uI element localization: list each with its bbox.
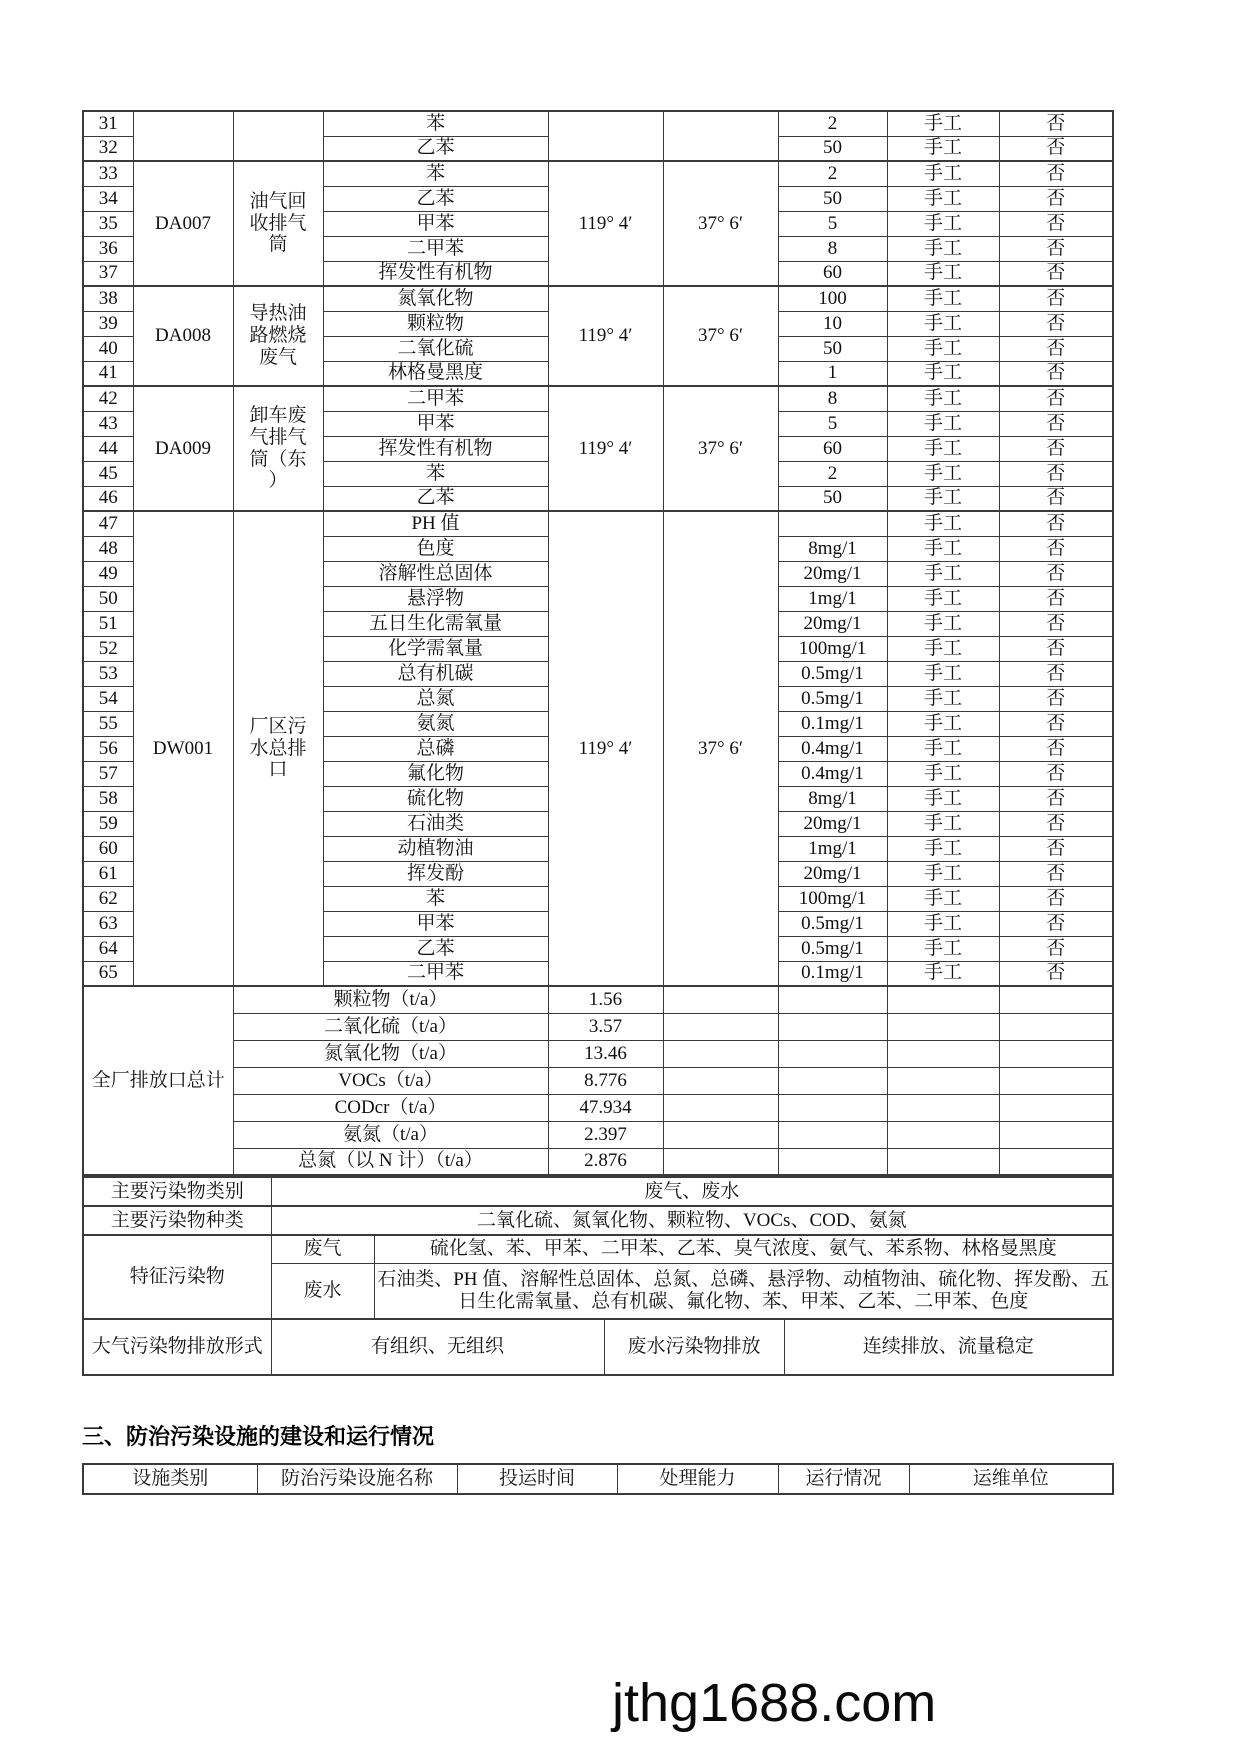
latitude-cell: 37° 6′ (663, 286, 778, 386)
limit-cell: 0.1mg/1 (778, 961, 887, 986)
pollutant-cell: 溶解性总固体 (323, 561, 548, 586)
auto-monitor-cell: 否 (999, 211, 1113, 236)
outlet-code-cell: DW001 (133, 511, 233, 986)
section3-title: 三、防治污染设施的建设和运行情况 (82, 1424, 435, 1449)
auto-monitor-cell: 否 (999, 661, 1113, 686)
facility-header-cell: 处理能力 (617, 1464, 778, 1494)
limit-cell: 10 (778, 311, 887, 336)
totals-item-cell: CODcr（t/a） (233, 1094, 548, 1121)
empty-cell (999, 1040, 1113, 1067)
empty-cell (663, 1148, 778, 1175)
limit-cell: 5 (778, 411, 887, 436)
empty-cell (999, 986, 1113, 1013)
method-cell: 手工 (887, 711, 999, 736)
auto-monitor-cell: 否 (999, 686, 1113, 711)
limit-cell: 60 (778, 436, 887, 461)
longitude-cell: 119° 4′ (548, 511, 663, 986)
method-cell: 手工 (887, 361, 999, 386)
table-row (83, 161, 1113, 186)
auto-monitor-cell: 否 (999, 236, 1113, 261)
method-cell: 手工 (887, 136, 999, 161)
longitude-cell (548, 111, 663, 161)
table-row (83, 1013, 1113, 1040)
auto-monitor-cell: 否 (999, 361, 1113, 386)
pollutant-cell: 总磷 (323, 736, 548, 761)
method-cell: 手工 (887, 386, 999, 411)
method-cell: 手工 (887, 586, 999, 611)
pollutant-cell: 乙苯 (323, 136, 548, 161)
totals-item-cell: 总氮（以 N 计）（t/a） (233, 1148, 548, 1175)
pollutant-cell: 二甲苯 (323, 961, 548, 986)
row-number-cell: 61 (83, 861, 133, 886)
row-number-cell: 54 (83, 686, 133, 711)
row-number-cell: 46 (83, 486, 133, 511)
pollutant-cell: 甲苯 (323, 411, 548, 436)
empty-cell (778, 1148, 887, 1175)
limit-cell: 0.4mg/1 (778, 761, 887, 786)
empty-cell (999, 1148, 1113, 1175)
empty-cell (778, 1040, 887, 1067)
row-number-cell: 58 (83, 786, 133, 811)
treatment-facility-table (82, 1463, 1114, 1495)
pollutant-cell: 石油类 (323, 811, 548, 836)
limit-cell: 8mg/1 (778, 786, 887, 811)
totals-value-cell: 47.934 (548, 1094, 663, 1121)
method-cell: 手工 (887, 636, 999, 661)
method-cell: 手工 (887, 686, 999, 711)
auto-monitor-cell: 否 (999, 886, 1113, 911)
air-emission-form-label: 大气污染物排放形式 (83, 1319, 271, 1375)
limit-cell: 0.5mg/1 (778, 911, 887, 936)
pollutant-cell: 挥发性有机物 (323, 261, 548, 286)
pollutant-cell: 色度 (323, 536, 548, 561)
row-number-cell: 35 (83, 211, 133, 236)
auto-monitor-cell: 否 (999, 611, 1113, 636)
empty-cell (999, 1121, 1113, 1148)
waste-gas-label: 废气 (271, 1235, 374, 1263)
method-cell: 手工 (887, 936, 999, 961)
row-number-cell: 47 (83, 511, 133, 536)
auto-monitor-cell: 否 (999, 636, 1113, 661)
row-number-cell: 50 (83, 586, 133, 611)
table-row (83, 386, 1113, 411)
limit-cell: 50 (778, 136, 887, 161)
method-cell: 手工 (887, 761, 999, 786)
row-number-cell: 51 (83, 611, 133, 636)
main-pollutant-category-value: 废气、废水 (271, 1177, 1113, 1206)
row-number-cell: 39 (83, 311, 133, 336)
auto-monitor-cell: 否 (999, 811, 1113, 836)
method-cell: 手工 (887, 836, 999, 861)
water-emission-form-value: 连续排放、流量稳定 (784, 1319, 1113, 1375)
auto-monitor-cell: 否 (999, 861, 1113, 886)
empty-cell (663, 1040, 778, 1067)
facility-header-cell: 防治污染设施名称 (257, 1464, 457, 1494)
auto-monitor-cell: 否 (999, 161, 1113, 186)
outlet-name-cell: 导热油路燃烧废气 (233, 286, 323, 386)
table-row (83, 1177, 1113, 1206)
outlet-name-cell: 卸车废气排气筒（东 ） (233, 386, 323, 511)
main-pollutant-types-value: 二氧化硫、氮氧化物、颗粒物、VOCs、COD、氨氮 (271, 1206, 1113, 1235)
table-row (83, 1040, 1113, 1067)
auto-monitor-cell: 否 (999, 461, 1113, 486)
pollutant-cell: 苯 (323, 886, 548, 911)
empty-cell (999, 1067, 1113, 1094)
table-row (83, 1206, 1113, 1235)
row-number-cell: 32 (83, 136, 133, 161)
method-cell: 手工 (887, 261, 999, 286)
limit-cell: 0.5mg/1 (778, 936, 887, 961)
table-row (83, 1148, 1113, 1175)
empty-cell (778, 1121, 887, 1148)
auto-monitor-cell: 否 (999, 486, 1113, 511)
outlet-code-cell: DA007 (133, 161, 233, 286)
totals-item-cell: VOCs（t/a） (233, 1067, 548, 1094)
empty-cell (887, 1094, 999, 1121)
empty-cell (778, 1094, 887, 1121)
method-cell: 手工 (887, 161, 999, 186)
pollutant-cell: PH 值 (323, 511, 548, 536)
row-number-cell: 42 (83, 386, 133, 411)
empty-cell (663, 986, 778, 1013)
row-number-cell: 44 (83, 436, 133, 461)
row-number-cell: 52 (83, 636, 133, 661)
pollutant-cell: 动植物油 (323, 836, 548, 861)
totals-value-cell: 13.46 (548, 1040, 663, 1067)
row-number-cell: 31 (83, 111, 133, 136)
limit-cell (778, 511, 887, 536)
main-pollutant-category-label: 主要污染物类别 (83, 1177, 271, 1206)
auto-monitor-cell: 否 (999, 111, 1113, 136)
auto-monitor-cell: 否 (999, 286, 1113, 311)
limit-cell: 8mg/1 (778, 536, 887, 561)
totals-value-cell: 2.876 (548, 1148, 663, 1175)
empty-cell (778, 1067, 887, 1094)
empty-cell (663, 1121, 778, 1148)
row-number-cell: 38 (83, 286, 133, 311)
table-row (83, 1319, 1113, 1375)
totals-value-cell: 2.397 (548, 1121, 663, 1148)
pollutant-cell: 悬浮物 (323, 586, 548, 611)
method-cell: 手工 (887, 111, 999, 136)
main-pollutant-types-label: 主要污染物种类 (83, 1206, 271, 1235)
auto-monitor-cell: 否 (999, 836, 1113, 861)
method-cell: 手工 (887, 211, 999, 236)
method-cell: 手工 (887, 961, 999, 986)
row-number-cell: 56 (83, 736, 133, 761)
auto-monitor-cell: 否 (999, 261, 1113, 286)
longitude-cell: 119° 4′ (548, 386, 663, 511)
empty-cell (999, 1013, 1113, 1040)
row-number-cell: 64 (83, 936, 133, 961)
air-emission-form-value: 有组织、无组织 (271, 1319, 604, 1375)
pollutant-cell: 二甲苯 (323, 386, 548, 411)
method-cell: 手工 (887, 311, 999, 336)
auto-monitor-cell: 否 (999, 336, 1113, 361)
method-cell: 手工 (887, 536, 999, 561)
limit-cell: 0.5mg/1 (778, 661, 887, 686)
row-number-cell: 41 (83, 361, 133, 386)
totals-item-cell: 氨氮（t/a） (233, 1121, 548, 1148)
table-row (83, 111, 1113, 136)
row-number-cell: 57 (83, 761, 133, 786)
row-number-cell: 40 (83, 336, 133, 361)
water-emission-form-label: 废水污染物排放 (604, 1319, 784, 1375)
watermark: jthg1688.com (612, 1673, 937, 1733)
row-number-cell: 45 (83, 461, 133, 486)
pollutant-cell: 林格曼黑度 (323, 361, 548, 386)
method-cell: 手工 (887, 611, 999, 636)
pollutant-cell: 氮氧化物 (323, 286, 548, 311)
totals-value-cell: 8.776 (548, 1067, 663, 1094)
table-row (83, 1121, 1113, 1148)
auto-monitor-cell: 否 (999, 386, 1113, 411)
limit-cell: 100 (778, 286, 887, 311)
table-row (83, 986, 1113, 1013)
row-number-cell: 43 (83, 411, 133, 436)
pollutant-cell: 乙苯 (323, 936, 548, 961)
pollutant-cell: 硫化物 (323, 786, 548, 811)
row-number-cell: 65 (83, 961, 133, 986)
pollutant-cell: 甲苯 (323, 211, 548, 236)
empty-cell (887, 1013, 999, 1040)
limit-cell: 20mg/1 (778, 561, 887, 586)
method-cell: 手工 (887, 511, 999, 536)
waste-water-label: 废水 (271, 1263, 374, 1319)
table-row (83, 1094, 1113, 1121)
row-number-cell: 55 (83, 711, 133, 736)
limit-cell: 0.1mg/1 (778, 711, 887, 736)
facility-header-cell: 运维单位 (909, 1464, 1113, 1494)
latitude-cell: 37° 6′ (663, 511, 778, 986)
waste-water-list: 石油类、PH 值、溶解性总固体、总氮、总磷、悬浮物、动植物油、硫化物、挥发酚、五日生化需氧量、总有机碳、氟化物、苯、甲苯、乙苯、二甲苯、色度 (374, 1263, 1113, 1319)
limit-cell: 20mg/1 (778, 811, 887, 836)
latitude-cell: 37° 6′ (663, 386, 778, 511)
pollutant-cell: 二甲苯 (323, 236, 548, 261)
table-row (83, 511, 1113, 536)
pollutant-cell: 挥发性有机物 (323, 436, 548, 461)
row-number-cell: 49 (83, 561, 133, 586)
method-cell: 手工 (887, 911, 999, 936)
auto-monitor-cell: 否 (999, 136, 1113, 161)
limit-cell: 1 (778, 361, 887, 386)
row-number-cell: 34 (83, 186, 133, 211)
method-cell: 手工 (887, 736, 999, 761)
limit-cell: 100mg/1 (778, 636, 887, 661)
limit-cell: 100mg/1 (778, 886, 887, 911)
pollutant-cell: 总氮 (323, 686, 548, 711)
totals-value-cell: 1.56 (548, 986, 663, 1013)
auto-monitor-cell: 否 (999, 586, 1113, 611)
empty-cell (663, 1067, 778, 1094)
method-cell: 手工 (887, 336, 999, 361)
latitude-cell: 37° 6′ (663, 161, 778, 286)
auto-monitor-cell: 否 (999, 961, 1113, 986)
limit-cell: 50 (778, 186, 887, 211)
pollutant-cell: 化学需氧量 (323, 636, 548, 661)
limit-cell: 8 (778, 236, 887, 261)
pollutant-cell: 氨氮 (323, 711, 548, 736)
method-cell: 手工 (887, 486, 999, 511)
method-cell: 手工 (887, 236, 999, 261)
limit-cell: 1mg/1 (778, 586, 887, 611)
pollutant-cell: 挥发酚 (323, 861, 548, 886)
pollutant-cell: 总有机碳 (323, 661, 548, 686)
pollutant-cell: 颗粒物 (323, 311, 548, 336)
auto-monitor-cell: 否 (999, 411, 1113, 436)
empty-cell (999, 1094, 1113, 1121)
empty-cell (887, 1121, 999, 1148)
totals-value-cell: 3.57 (548, 1013, 663, 1040)
method-cell: 手工 (887, 436, 999, 461)
totals-item-cell: 二氧化硫（t/a） (233, 1013, 548, 1040)
totals-label-cell: 全厂排放口总计 (83, 986, 233, 1175)
row-number-cell: 48 (83, 536, 133, 561)
auto-monitor-cell: 否 (999, 561, 1113, 586)
method-cell: 手工 (887, 811, 999, 836)
pollutant-cell: 苯 (323, 461, 548, 486)
method-cell: 手工 (887, 561, 999, 586)
empty-cell (663, 1013, 778, 1040)
auto-monitor-cell: 否 (999, 761, 1113, 786)
facility-header-cell: 设施类别 (83, 1464, 257, 1494)
facility-table-header-row (83, 1464, 1113, 1494)
outlet-code-cell: DA008 (133, 286, 233, 386)
totals-item-cell: 颗粒物（t/a） (233, 986, 548, 1013)
auto-monitor-cell: 否 (999, 311, 1113, 336)
auto-monitor-cell: 否 (999, 536, 1113, 561)
outlet-name-cell (233, 111, 323, 161)
pollutant-cell: 氟化物 (323, 761, 548, 786)
pollutant-cell: 二氧化硫 (323, 336, 548, 361)
table-row (83, 286, 1113, 311)
limit-cell: 50 (778, 336, 887, 361)
limit-cell: 20mg/1 (778, 611, 887, 636)
method-cell: 手工 (887, 286, 999, 311)
document-page (82, 0, 1112, 1495)
empty-cell (778, 986, 887, 1013)
longitude-cell: 119° 4′ (548, 161, 663, 286)
limit-cell: 0.5mg/1 (778, 686, 887, 711)
pollutant-cell: 乙苯 (323, 486, 548, 511)
method-cell: 手工 (887, 186, 999, 211)
empty-cell (887, 1148, 999, 1175)
facility-header-cell: 运行情况 (778, 1464, 909, 1494)
auto-monitor-cell: 否 (999, 711, 1113, 736)
row-number-cell: 33 (83, 161, 133, 186)
auto-monitor-cell: 否 (999, 936, 1113, 961)
characteristic-pollutant-label: 特征污染物 (83, 1235, 271, 1319)
limit-cell: 5 (778, 211, 887, 236)
limit-cell: 60 (778, 261, 887, 286)
empty-cell (887, 1067, 999, 1094)
pollutant-cell: 苯 (323, 111, 548, 136)
empty-cell (663, 1094, 778, 1121)
auto-monitor-cell: 否 (999, 786, 1113, 811)
limit-cell: 2 (778, 111, 887, 136)
auto-monitor-cell: 否 (999, 911, 1113, 936)
method-cell: 手工 (887, 786, 999, 811)
latitude-cell (663, 111, 778, 161)
outlet-name-cell: 油气回收排气筒 (233, 161, 323, 286)
empty-cell (778, 1013, 887, 1040)
row-number-cell: 53 (83, 661, 133, 686)
empty-cell (887, 1040, 999, 1067)
pollutant-cell: 甲苯 (323, 911, 548, 936)
table-row (83, 1067, 1113, 1094)
row-number-cell: 37 (83, 261, 133, 286)
table-row (83, 1235, 1113, 1263)
method-cell: 手工 (887, 886, 999, 911)
limit-cell: 8 (778, 386, 887, 411)
pollutant-cell: 乙苯 (323, 186, 548, 211)
limit-cell: 50 (778, 486, 887, 511)
method-cell: 手工 (887, 861, 999, 886)
totals-item-cell: 氮氧化物（t/a） (233, 1040, 548, 1067)
limit-cell: 1mg/1 (778, 836, 887, 861)
facility-header-cell: 投运时间 (457, 1464, 617, 1494)
waste-gas-list: 硫化氢、苯、甲苯、二甲苯、乙苯、臭气浓度、氨气、苯系物、林格曼黑度 (374, 1235, 1113, 1263)
auto-monitor-cell: 否 (999, 736, 1113, 761)
row-number-cell: 60 (83, 836, 133, 861)
auto-monitor-cell: 否 (999, 436, 1113, 461)
limit-cell: 2 (778, 461, 887, 486)
method-cell: 手工 (887, 411, 999, 436)
limit-cell: 0.4mg/1 (778, 736, 887, 761)
outlet-code-cell (133, 111, 233, 161)
pollutant-cell: 苯 (323, 161, 548, 186)
outlet-name-cell: 厂区污水总排口 (233, 511, 323, 986)
longitude-cell: 119° 4′ (548, 286, 663, 386)
row-number-cell: 59 (83, 811, 133, 836)
auto-monitor-cell: 否 (999, 511, 1113, 536)
limit-cell: 2 (778, 161, 887, 186)
method-cell: 手工 (887, 661, 999, 686)
outlet-code-cell: DA009 (133, 386, 233, 511)
row-number-cell: 62 (83, 886, 133, 911)
row-number-cell: 36 (83, 236, 133, 261)
empty-cell (887, 986, 999, 1013)
monitoring-table (82, 110, 1114, 1176)
auto-monitor-cell: 否 (999, 186, 1113, 211)
summary-table (82, 1176, 1114, 1376)
row-number-cell: 63 (83, 911, 133, 936)
pollutant-cell: 五日生化需氧量 (323, 611, 548, 636)
method-cell: 手工 (887, 461, 999, 486)
limit-cell: 20mg/1 (778, 861, 887, 886)
